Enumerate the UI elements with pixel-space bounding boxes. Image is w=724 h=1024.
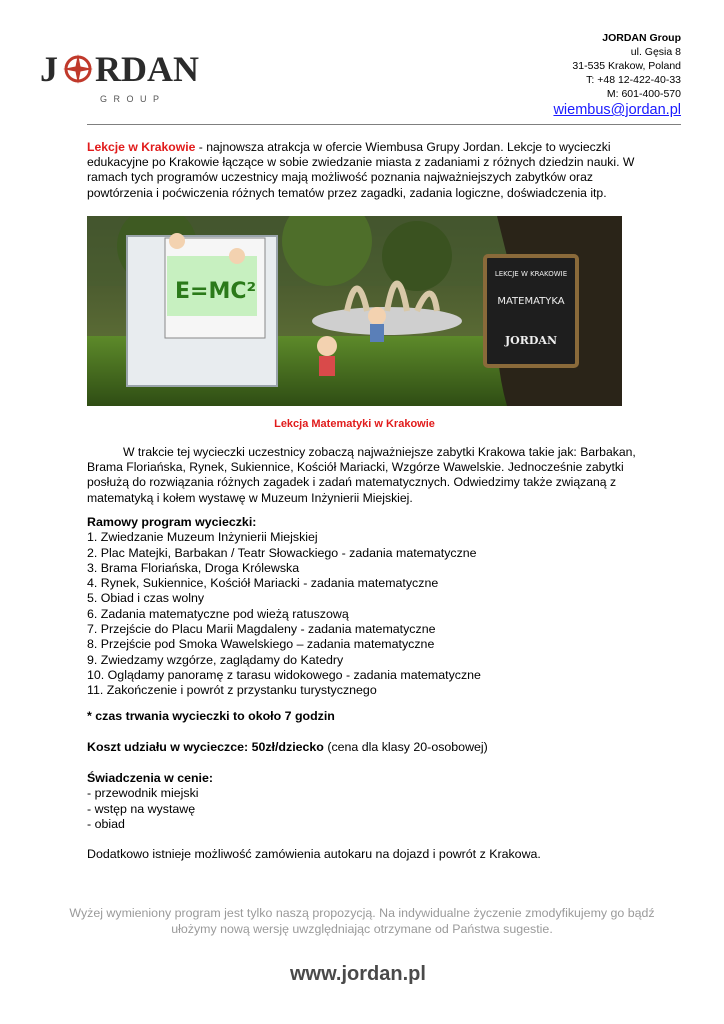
benefits-heading: Świadczenia w cenie: [87,771,214,785]
cost-note: (cena dla klasy 20-osobowej) [323,740,488,754]
description-text: W trakcie tej wycieczki uczestnicy zobaczą najważniejsze zabytki Krakowa takie jak: Barbakan, Brama Floriańska, Rynek, Sukiennice, Kościół Mariacki, Wzgórze Wawelskie. Jednocześnie zabytki posłużą do rozwiązania różnych zagadek i zadań matematycznych. Odwiedzimy także związaną z matematyką i kołem wystawę w Muzeum Inżynierii Miejskiej. [87,445,636,505]
benefits-section [87,771,213,832]
phone: T: +48 12-422-40-33 [586,74,681,86]
list-item: 6. Zadania matematyczne pod wieżą ratuszową [87,606,349,621]
list-item: - przewodnik miejski [87,786,199,801]
list-item: 3. Brama Floriańska, Droga Królewska [87,560,300,575]
address-line-1: ul. Gęsia 8 [630,46,681,58]
child-figure [317,336,337,356]
cost-line [87,740,488,754]
intro-paragraph [87,140,647,201]
duration-note: * czas trwania wycieczki to około 7 godzin [87,709,335,723]
fountain [312,307,462,335]
list-item: 1. Zwiedzanie Muzeum Inżynierii Miejskiej [87,530,318,545]
list-item: 4. Rynek, Sukiennice, Kościół Mariacki - zadania matematyczne [87,576,439,591]
child-figure [368,307,386,325]
mobile: M: 601-400-570 [606,88,681,100]
list-item: 10. Oglądamy panoramę z tarasu widokowego - zadania matematyczne [87,667,481,682]
cost-label: Koszt udziału w wycieczce: 50zł/dziecko [87,740,324,754]
intro-lead: Lekcje w Krakowie [87,140,196,154]
logo-text-j: J [40,49,58,89]
sign-line-2: MATEMATYKA [497,296,565,307]
program-list [87,530,647,698]
intro-text: - najnowsza atrakcja w ofercie Wiembusa Grupy Jordan. Lekcje to wycieczki edukacyjne po Krakowie łączące w sobie zwiedzanie miasta z zadaniami z różnych dziedzin nauki. W ramach tych programów uczestnicy mają możliwość poznania najważniejszych zabytków oraz powtórzenia i poćwiczenia różnych tematów przez zagadki, zadania logiczne, doświadczenia itp. [87,140,635,200]
list-item: - obiad [87,816,125,831]
board-formula: E=MC² [175,279,257,304]
whiteboard [127,236,277,386]
company-info [553,31,681,119]
list-item: - wstęp na wystawę [87,801,196,816]
header-divider [87,124,681,125]
website-link[interactable]: www.jordan.pl [290,963,426,985]
logo-sub: G R O U P [100,94,162,104]
list-item: 5. Obiad i czas wolny [87,591,205,606]
company-name: JORDAN Group [602,32,681,44]
compass-icon [63,54,93,84]
banner-caption: Lekcja Matematyki w Krakowie [274,418,435,430]
email-link[interactable]: wiembus@jordan.pl [553,102,681,118]
sign-line-1: LEKCJE W KRAKOWIE [494,270,568,278]
list-item: 9. Zwiedzamy wzgórze, zaglądamy do Katedry [87,652,344,667]
child-figure [229,248,245,264]
program-section [87,515,647,699]
logo-text-rdan: RDAN [95,49,199,89]
footer-note: Wyżej wymieniony program jest tylko naszą propozycją. Na indywidualne życzenie zmodyfikujemy go bądź ułożymy nową wersję uwzględniając otrzymane od Państwa sugestie. [69,906,655,936]
banner-illustration [87,216,622,406]
list-item: 2. Plac Matejki, Barbakan / Teatr Słowackiego - zadania matematyczne [87,545,477,560]
jordan-logo [40,48,245,108]
address-line-2: 31-535 Krakow, Poland [572,60,681,72]
description-paragraph [87,445,647,506]
program-heading: Ramowy program wycieczki: [87,515,257,529]
list-item: 7. Przejście do Placu Marii Magdaleny - zadania matematyczne [87,622,436,637]
extra-note: Dodatkowo istnieje możliwość zamówienia autokaru na dojazd i powrót z Krakowa. [87,847,541,861]
list-item: 8. Przejście pod Smoka Wawelskiego – zadania matematyczne [87,637,435,652]
benefits-list [87,786,213,832]
child-figure [169,233,185,249]
sign-brand: JORDAN [504,334,558,347]
chalkboard-sign [485,256,577,366]
list-item: 11. Zakończenie i powrót z przystanku turystycznego [87,683,377,698]
